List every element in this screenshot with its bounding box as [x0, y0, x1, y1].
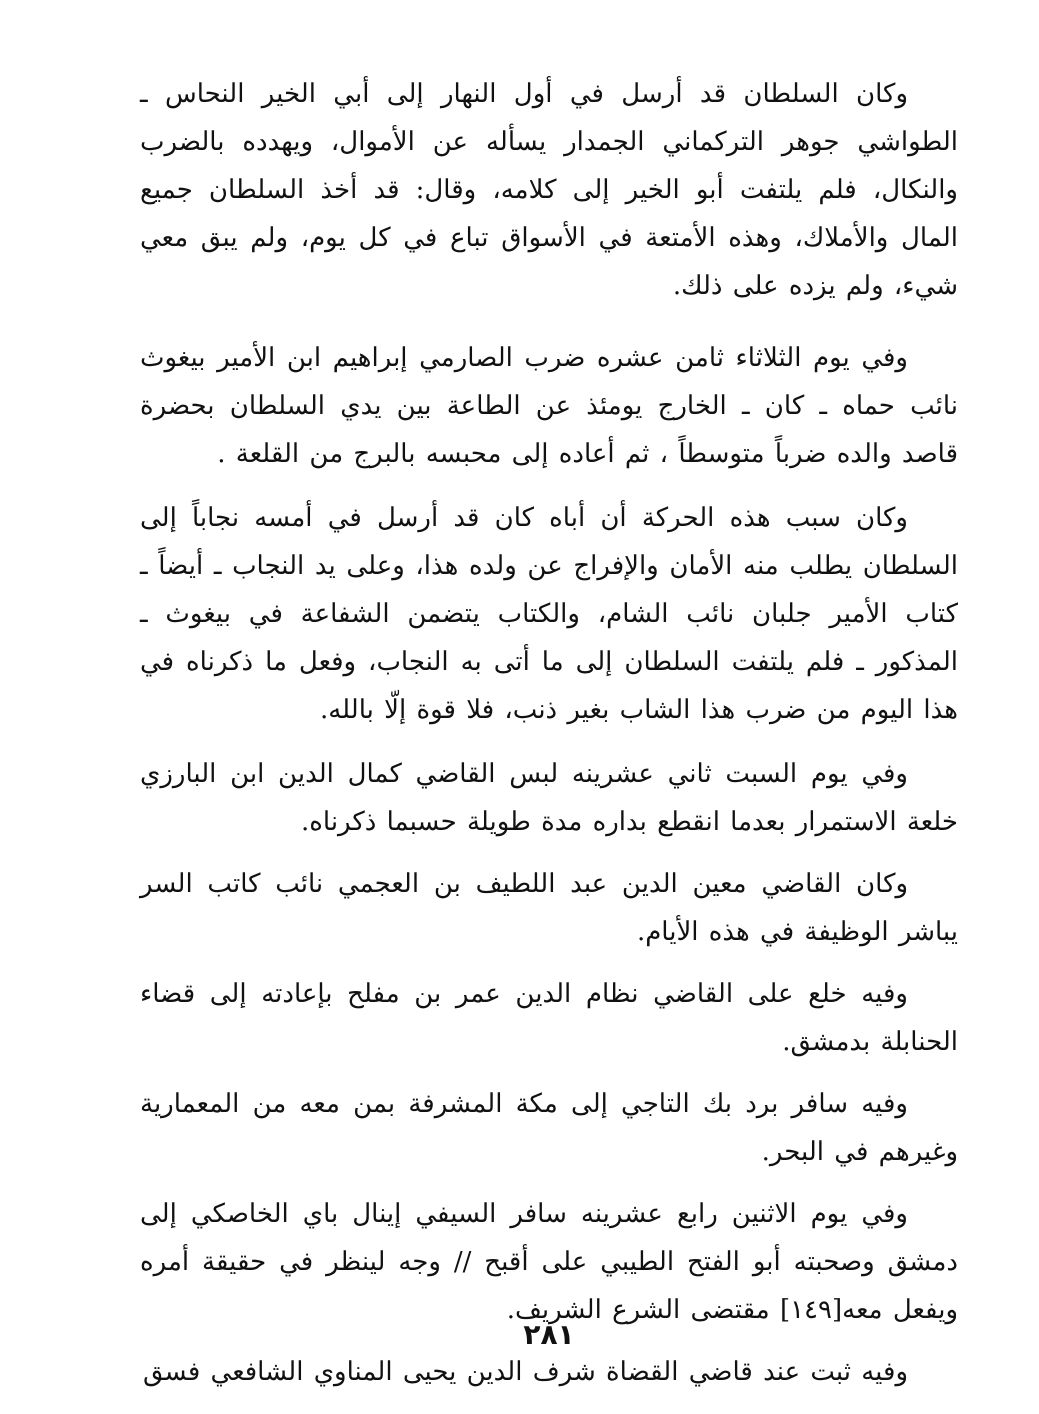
- paragraph-3: وكان سبب هذه الحركة أن أباه كان قد أرسل في أمسه نجاباً إلى السلطان يطلب منه الأمان والإفراج عن ولده هذا، وعلى يد النجاب ـ أيضاً ـ كتاب الأمير جلبان نائب الشام، والكتاب يتضمن الشفاعة في بيغوث ـ المذكور ـ فلم يلتفت السلطان إلى ما أتى به النجاب، وفعل ما ذكرناه في هذا اليوم من ضرب هذا الشاب بغير ذنب، فلا قوة إلّا بالله.: [140, 503, 958, 725]
- paragraph-8: وفي يوم الاثنين رابع عشرينه سافر السيفي إينال باي الخاصكي إلى دمشق وصحبته أبو الفتح الطيبي على أقبح // وجه لينظر في حقيقة أمره ويفعل معه[١٤٩] مقتضى الشرع الشريف.: [140, 1199, 958, 1325]
- paragraph-6: وفيه خلع على القاضي نظام الدين عمر بن مفلح بإعادته إلى قضاء الحنابلة بدمشق.: [140, 979, 958, 1057]
- paragraph-1: وكان السلطان قد أرسل في أول النهار إلى أبي الخير النحاس ـ الطواشي جوهر التركماني الجمدار يسأله عن الأموال، ويهدده بالضرب والنكال، فلم يلتفت أبو الخير إلى كلامه، وقال: قد أخذ السلطان جميع المال والأملاك، وهذه الأمتعة في الأسواق تباع في كل يوم، ولم يبق معي شيء، ولم يزده على ذلك.: [140, 79, 958, 301]
- paragraph-9: وفيه ثبت عند قاضي القضاة شرف الدين يحيى المناوي الشافعي فسق: [142, 1357, 908, 1387]
- document-page: [140, 70, 958, 1387]
- paragraph-2: وفي يوم الثلاثاء ثامن عشره ضرب الصارمي إبراهيم ابن الأمير بيغوث نائب حماه ـ كان ـ الخارج يومئذ عن الطاعة بين يدي السلطان بحضرة قاصد والده ضرباً متوسطاً ، ثم أعاده إلى محبسه بالبرج من القلعة .: [140, 343, 958, 469]
- page-number: ٢٨١: [523, 1318, 575, 1351]
- paragraph-5: وكان القاضي معين الدين عبد اللطيف بن العجمي نائب كاتب السر يباشر الوظيفة في هذه الأيام.: [140, 869, 958, 947]
- paragraph-4: وفي يوم السبت ثاني عشرينه لبس القاضي كمال الدين ابن البارزي خلعة الاستمرار بعدما انقطع بداره مدة طويلة حسبما ذكرناه.: [140, 759, 958, 837]
- paragraph-7: وفيه سافر برد بك التاجي إلى مكة المشرفة بمن معه من المعمارية وغيرهم في البحر.: [140, 1089, 958, 1167]
